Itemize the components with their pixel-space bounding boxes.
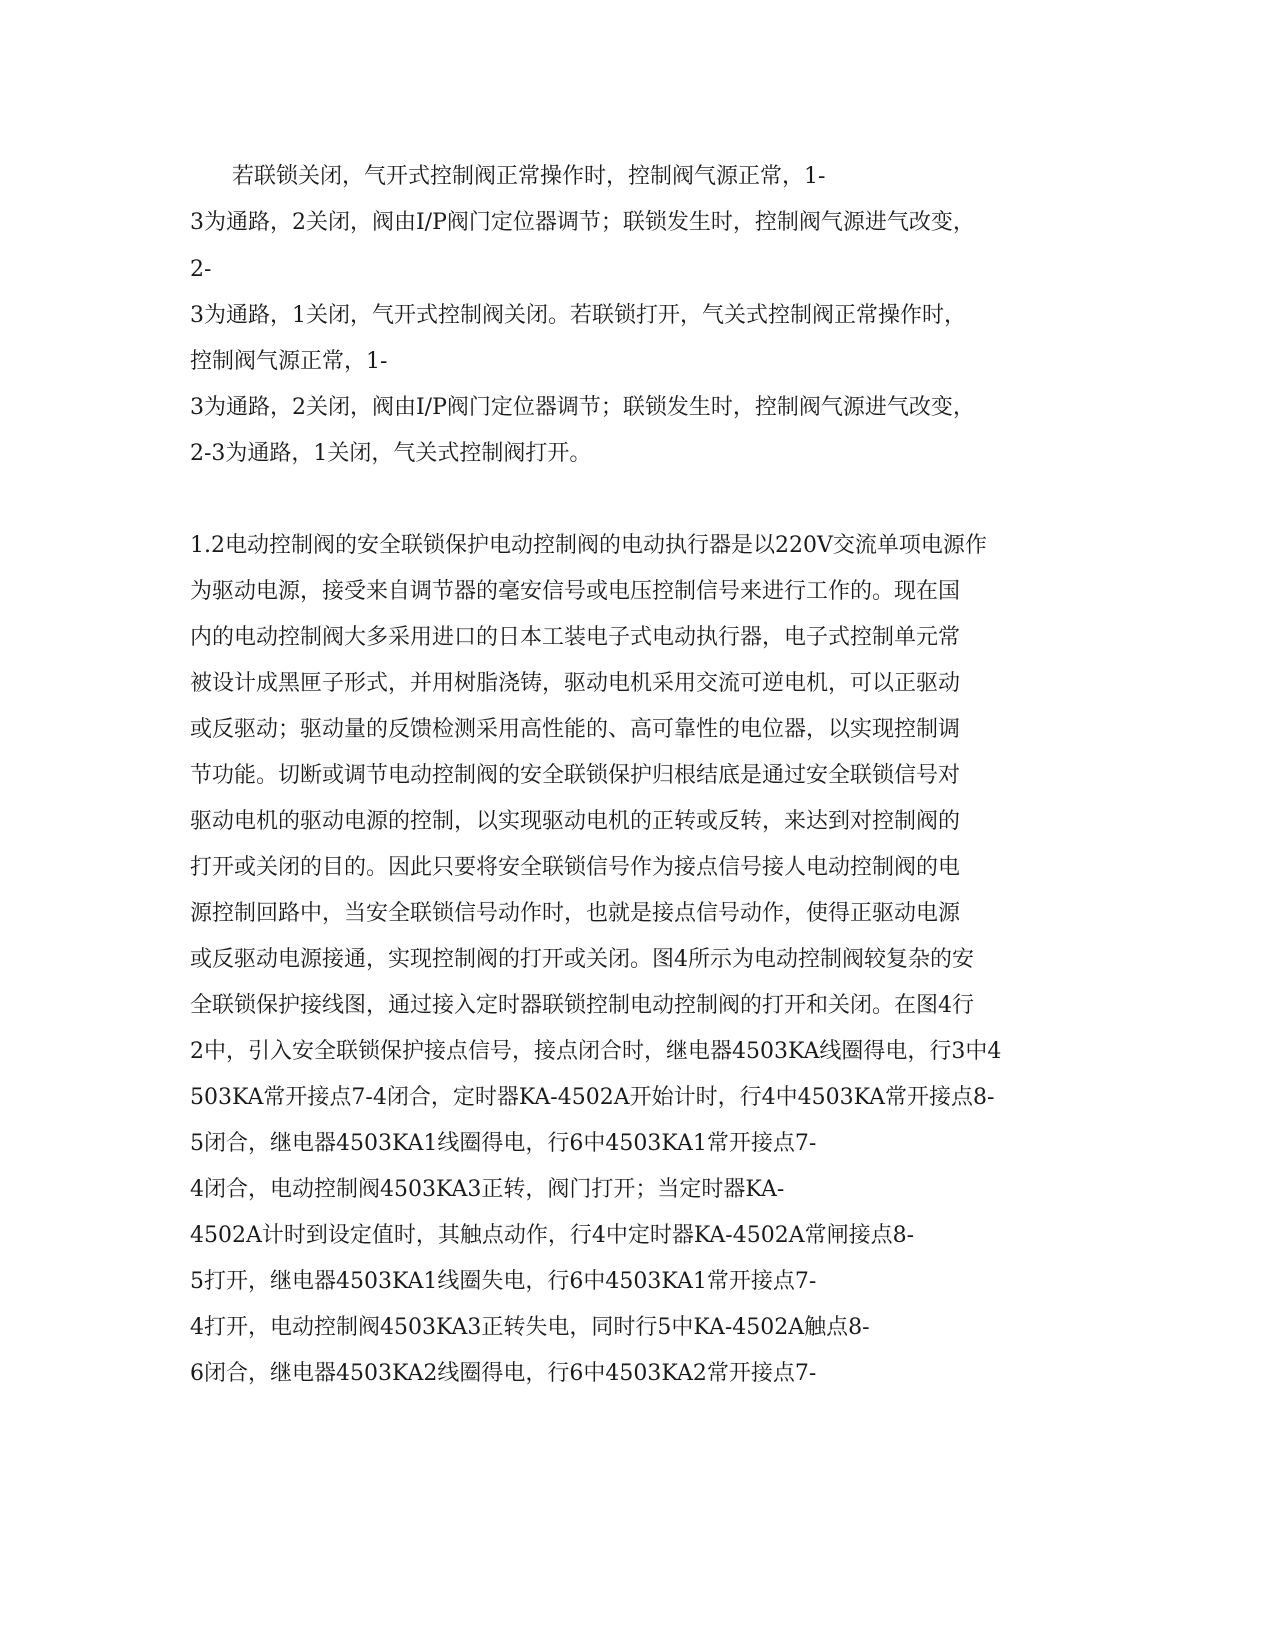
p2-line-14: 5闭合，继电器4503KA1线圈得电，行6中4503KA1常开接点7- (190, 1131, 817, 1156)
p2-line-13: 503KA常开接点7-4闭合，定时器KA-4502A开始计时，行4中4503KA常开接点8- (190, 1085, 995, 1110)
p2-line-2: 为驱动电源，接受来自调节器的毫安信号或电压控制信号来进行工作的。现在国 (190, 579, 961, 604)
p2-line-15: 4闭合，电动控制阀4503KA3正转，阀门打开；当定时器KA- (190, 1177, 785, 1202)
p2-line-5: 或反驱动；驱动量的反馈检测采用高性能的、高可靠性的电位器，以实现控制调 (190, 717, 961, 742)
p1-line-5: 控制阀气源正常，1- (190, 349, 388, 374)
p2-line-11: 全联锁保护接线图，通过接入定时器联锁控制电动控制阀的打开和关闭。在图4行 (190, 993, 974, 1018)
p2-line-10: 或反驱动电源接通，实现控制阀的打开或关闭。图4所示为电动控制阀较复杂的安 (190, 947, 974, 972)
p2-line-16: 4502A计时到设定值时，其触点动作，行4中定时器KA-4502A常闸接点8- (190, 1223, 915, 1248)
p2-line-6: 节功能。切断或调节电动控制阀的安全联锁保护归根结底是通过安全联锁信号对 (190, 763, 961, 788)
p1-line-3: 2- (190, 257, 212, 282)
p1-line-6: 3为通路，2关闭，阀由I/P阀门定位器调节；联锁发生时，控制阀气源进气改变， (190, 395, 975, 420)
p2-line-3: 内的电动控制阀大多采用进口的日本工装电子式电动执行器，电子式控制单元常 (190, 625, 961, 650)
p1-line-7: 2-3为通路，1关闭，气关式控制阀打开。 (190, 441, 592, 466)
p2-line-19: 6闭合，继电器4503KA2线圈得电，行6中4503KA2常开接点7- (190, 1361, 817, 1386)
p2-line-4: 被设计成黑匣子形式，并用树脂浇铸，驱动电机采用交流可逆电机，可以正驱动 (190, 671, 961, 696)
p2-line-9: 源控制回路中，当安全联锁信号动作时，也就是接点信号动作，使得正驱动电源 (190, 901, 961, 926)
p1-line-2: 3为通路，2关闭，阀由I/P阀门定位器调节；联锁发生时，控制阀气源进气改变， (190, 210, 975, 235)
p1-line-4: 3为通路，1关闭，气开式控制阀关闭。若联锁打开，气关式控制阀正常操作时， (190, 303, 966, 328)
p2-line-12: 2中，引入安全联锁保护接点信号，接点闭合时，继电器4503KA线圈得电，行3中4 (190, 1039, 1002, 1064)
p2-line-8: 打开或关闭的目的。因此只要将安全联锁信号作为接点信号接人电动控制阀的电 (190, 855, 961, 880)
p2-line-17: 5打开，继电器4503KA1线圈失电，行6中4503KA1常开接点7- (190, 1269, 817, 1294)
p1-line-1: 若联锁关闭，气开式控制阀正常操作时，控制阀气源正常，1- (232, 164, 826, 189)
p2-line-18: 4打开，电动控制阀4503KA3正转失电，同时行5中KA-4502A触点8- (190, 1315, 870, 1340)
p2-line-1: 1.2电动控制阀的安全联锁保护电动控制阀的电动执行器是以220V交流单项电源作 (190, 533, 987, 558)
p2-line-7: 驱动电机的驱动电源的控制，以实现驱动电机的正转或反转，来达到对控制阀的 (190, 809, 961, 834)
